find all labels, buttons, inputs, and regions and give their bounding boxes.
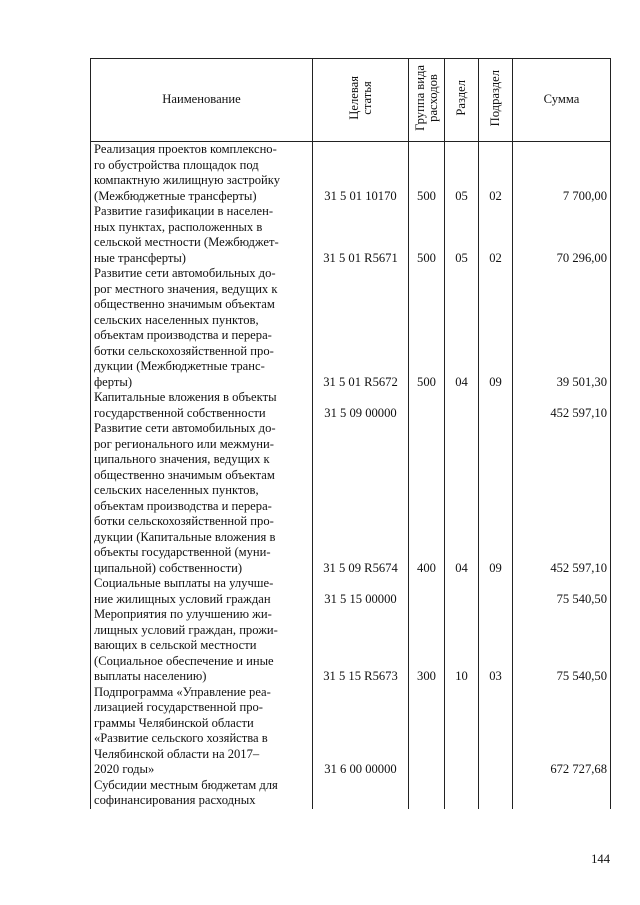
row-subsection: 09 <box>479 266 513 390</box>
row-sum <box>513 778 611 809</box>
page-number: 144 <box>591 852 610 866</box>
row-name <box>91 778 313 809</box>
row-name-line: компактную жилищную застройку <box>94 173 281 187</box>
row-group <box>409 685 445 778</box>
row-name-line: рог регионального или межмуни- <box>94 436 274 451</box>
row-name <box>91 390 313 421</box>
row-group <box>409 778 445 809</box>
row-name-line: ципальной) собственности) <box>94 560 243 575</box>
row-section <box>445 685 479 778</box>
row-name-line: ние жилищных условий граждан <box>94 591 271 606</box>
table-row <box>91 685 611 778</box>
row-section: 05 <box>445 142 479 205</box>
row-name-line: Развитие газификации в населен- <box>94 204 274 218</box>
row-name <box>91 204 313 266</box>
row-name <box>91 607 313 685</box>
row-subsection <box>479 576 513 607</box>
row-name-line: государственной собственности <box>94 405 266 420</box>
row-name-line: дукции (Капитальные вложения в <box>94 529 276 544</box>
row-name-line: ботки сельскохозяйственной про- <box>94 343 274 358</box>
row-name <box>91 142 313 205</box>
header-subsection: Подраздел <box>479 59 513 142</box>
row-name-line: (Межбюджетные трансферты) <box>94 188 257 203</box>
row-group <box>409 390 445 421</box>
row-sum: 672 727,68 <box>513 685 611 778</box>
header-target: Целевая статья <box>313 59 409 142</box>
row-target-code: 31 5 09 00000 <box>313 390 409 421</box>
row-section <box>445 576 479 607</box>
row-name-line: Челябинской области на 2017– <box>94 746 260 761</box>
row-section: 05 <box>445 204 479 266</box>
row-name-line: ботки сельскохозяйственной про- <box>94 514 274 528</box>
row-name-line: софинансирования расходных <box>94 793 256 807</box>
row-section <box>445 778 479 809</box>
row-name-line: ные трансферты) <box>94 250 187 265</box>
row-name <box>91 576 313 607</box>
row-name-line: рог местного значения, ведущих к <box>94 281 278 296</box>
row-target-code <box>313 778 409 809</box>
table-row <box>91 390 611 421</box>
row-group: 500 <box>409 142 445 205</box>
row-subsection: 02 <box>479 142 513 205</box>
budget-table <box>90 58 611 809</box>
row-name-line: дукции (Межбюджетные транс- <box>94 359 265 373</box>
table-row <box>91 778 611 809</box>
row-name-line: сельской местности (Межбюджет- <box>94 235 279 249</box>
row-target-code: 31 5 01 10170 <box>313 142 409 205</box>
table-row <box>91 607 611 685</box>
row-name <box>91 421 313 576</box>
row-group: 400 <box>409 421 445 576</box>
row-name <box>91 685 313 778</box>
row-group: 500 <box>409 266 445 390</box>
row-section: 04 <box>445 266 479 390</box>
row-sum: 452 597,10 <box>513 390 611 421</box>
row-name-line: Подпрограмма «Управление реа- <box>94 684 271 699</box>
row-name-line: (Социальное обеспечение и иные <box>94 653 274 668</box>
row-section <box>445 390 479 421</box>
header-section: Раздел <box>445 59 479 142</box>
row-target-code: 31 5 09 R5674 <box>313 421 409 576</box>
row-sum: 75 540,50 <box>513 607 611 685</box>
row-name-line: Субсидии местным бюджетам для <box>94 777 278 792</box>
row-name-line: Развитие сети автомобильных до- <box>94 421 276 435</box>
row-name-line: ферты) <box>94 374 133 389</box>
row-name <box>91 266 313 390</box>
row-sum: 75 540,50 <box>513 576 611 607</box>
row-sum: 39 501,30 <box>513 266 611 390</box>
header-group: Группа вида расходов <box>409 59 445 142</box>
row-name-line: лизацией государственной про- <box>94 700 263 714</box>
row-name-line: объектам производства и перера- <box>94 328 272 342</box>
row-name-line: вающих в сельской местности <box>94 638 257 652</box>
row-sum: 7 700,00 <box>513 142 611 205</box>
row-name-line: Реализация проектов комплексно- <box>94 142 277 156</box>
row-name-line: лищных условий граждан, прожи- <box>94 622 278 637</box>
row-name-line: выплаты населению) <box>94 669 207 683</box>
row-name-line: Мероприятия по улучшению жи- <box>94 607 272 621</box>
table-row <box>91 204 611 266</box>
header-sum: Сумма <box>513 59 611 142</box>
row-subsection <box>479 390 513 421</box>
row-name-line: Социальные выплаты на улучше- <box>94 576 274 590</box>
row-subsection: 03 <box>479 607 513 685</box>
row-name-line: ципального значения, ведущих к <box>94 452 270 466</box>
row-subsection <box>479 778 513 809</box>
row-target-code: 31 5 01 R5672 <box>313 266 409 390</box>
table-row <box>91 142 611 205</box>
row-section: 04 <box>445 421 479 576</box>
row-section: 10 <box>445 607 479 685</box>
header-name: Наименование <box>91 59 313 142</box>
row-target-code: 31 5 15 00000 <box>313 576 409 607</box>
row-name-line: го обустройства площадок под <box>94 157 259 172</box>
table-row <box>91 421 611 576</box>
header-row <box>91 59 611 142</box>
row-sum: 452 597,10 <box>513 421 611 576</box>
row-subsection <box>479 685 513 778</box>
row-sum: 70 296,00 <box>513 204 611 266</box>
table-row <box>91 576 611 607</box>
row-name-line: Капитальные вложения в объекты <box>94 390 277 404</box>
row-target-code: 31 5 01 R5671 <box>313 204 409 266</box>
row-group: 300 <box>409 607 445 685</box>
row-name-line: сельских населенных пунктов, <box>94 312 259 327</box>
row-group <box>409 576 445 607</box>
row-name-line: Развитие сети автомобильных до- <box>94 266 276 280</box>
row-group: 500 <box>409 204 445 266</box>
table-row <box>91 266 611 390</box>
row-name-line: объектам производства и перера- <box>94 498 272 513</box>
row-name-line: граммы Челябинской области <box>94 715 254 730</box>
row-name-line: объекты государственной (муни- <box>94 545 271 559</box>
row-subsection: 02 <box>479 204 513 266</box>
row-name-line: сельских населенных пунктов, <box>94 483 259 497</box>
row-target-code: 31 5 15 R5673 <box>313 607 409 685</box>
row-name-line: общественно значимым объектам <box>94 297 275 311</box>
row-name-line: ных пунктах, расположенных в <box>94 219 263 234</box>
row-subsection: 09 <box>479 421 513 576</box>
row-name-line: общественно значимым объектам <box>94 467 275 482</box>
row-name-line: 2020 годы» <box>94 762 155 776</box>
row-name-line: «Развитие сельского хозяйства в <box>94 731 268 745</box>
row-target-code: 31 6 00 00000 <box>313 685 409 778</box>
